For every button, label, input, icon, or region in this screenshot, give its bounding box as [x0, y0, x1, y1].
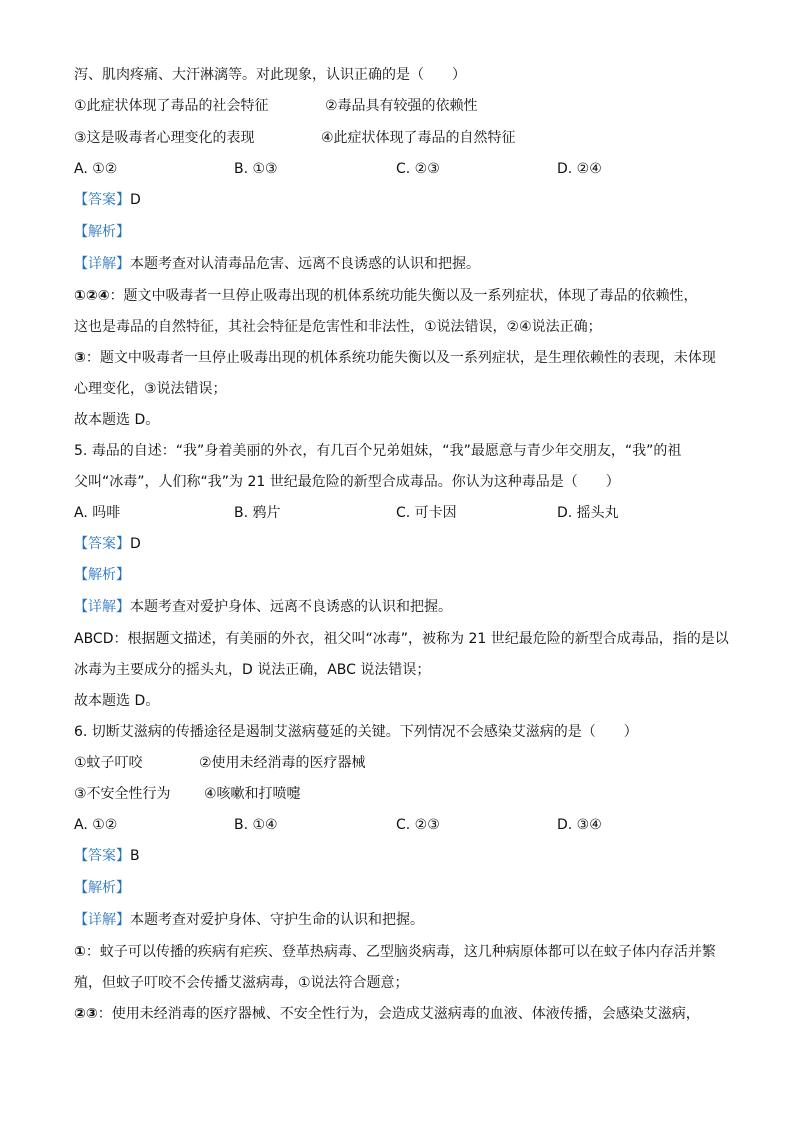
answer-value: B [130, 848, 140, 864]
question-4-statements-row-1 [74, 96, 269, 116]
statement-3: ③不安全性行为 [74, 786, 171, 802]
question-4-stem-tail: 泻、肌肉疼痛、大汗淋漓等。对此现象，认识正确的是（ ） [74, 67, 466, 83]
analysis-tag: 【解析】 [74, 567, 130, 583]
answer-line [74, 846, 140, 866]
option-b: B. ①④ [234, 817, 278, 833]
explanation-line: 心理变化，③说法错误； [74, 381, 227, 397]
answer-tag: 【答案】 [74, 536, 130, 552]
answer-line [74, 190, 141, 210]
option-c: C. ②③ [396, 817, 440, 833]
statement-3: ③这是吸毒者心理变化的表现 [74, 130, 255, 146]
answer-value: D [130, 536, 141, 552]
conclusion-line: 故本题选 D。 [74, 693, 160, 709]
option-d: D. 摇头丸 [557, 505, 619, 521]
detail-line: 【详解】本题考查对爱护身体、远离不良诱惑的认识和把握。 [74, 599, 452, 615]
answer-tag: 【答案】 [74, 192, 130, 208]
statement-2: ②毒品具有较强的依赖性 [325, 98, 478, 114]
explanation-line: ①②④：题文中吸毒者一旦停止吸毒出现的机体系统功能失衡以及一系列症状，体现了毒品的依赖性， [74, 288, 698, 304]
option-a: A. ①② [74, 161, 118, 177]
detail-tag: 【详解】 [74, 599, 130, 615]
conclusion-line: 故本题选 D。 [74, 412, 160, 428]
detail-tag: 【详解】 [74, 912, 130, 928]
detail-tag: 【详解】 [74, 256, 130, 272]
explanation-line: ①：蚊子可以传播的疾病有疟疾、登革热病毒、乙型脑炎病毒，这几种病原体都可以在蚊子体内存活并繁 [74, 944, 716, 960]
statement-1: ①蚊子叮咬 [74, 755, 143, 771]
detail-line: 【详解】本题考查对认清毒品危害、远离不良诱惑的认识和把握。 [74, 256, 480, 272]
explanation-line: ③：题文中吸毒者一旦停止吸毒出现的机体系统功能失衡以及一系列症状，是生理依赖性的表现，未体现 [74, 350, 716, 366]
option-c: C. ②③ [396, 161, 440, 177]
answer-tag: 【答案】 [74, 848, 130, 864]
question-5-stem: 5. 毒品的自述：“我”身着美丽的外衣，有几百个兄弟姐妹，“我”最愿意与青少年交朋友，“我”的祖 [74, 443, 682, 459]
option-d: D. ②④ [557, 161, 602, 177]
question-6-stem: 6. 切断艾滋病的传播途径是遏制艾滋病蔓延的关键。下列情况不会感染艾滋病的是（ ） [74, 724, 638, 740]
explanation-line: 殖，但蚊子叮咬不会传播艾滋病毒，①说法符合题意； [74, 975, 409, 991]
explanation-line: 冰毒为主要成分的摇头丸，D 说法正确，ABC 说法错误； [74, 662, 431, 678]
statement-1: ①此症状体现了毒品的社会特征 [74, 98, 269, 114]
answer-value: D [130, 192, 141, 208]
option-a: A. ①② [74, 817, 118, 833]
option-b: B. ①③ [234, 161, 278, 177]
option-a: A. 吗啡 [74, 505, 121, 521]
option-c: C. 可卡因 [396, 505, 457, 521]
explanation-line: ②③：使用未经消毒的医疗器械、不安全性行为，会造成艾滋病毒的血液、体液传播，会感染艾滋病， [74, 1006, 700, 1022]
analysis-tag: 【解析】 [74, 880, 130, 896]
option-b: B. 鸦片 [234, 505, 281, 521]
option-d: D. ③④ [557, 817, 602, 833]
explanation-line: ABCD：根据题文描述，有美丽的外衣，祖父叫“冰毒”，被称为 21 世纪最危险的新型合成毒品，指的是以 [74, 631, 729, 647]
explanation-line: 这也是毒品的自然特征，其社会特征是危害性和非法性，①说法错误，②④说法正确； [74, 319, 602, 335]
statement-4: ④此症状体现了毒品的自然特征 [321, 130, 516, 146]
question-5-stem: 父叫“冰毒”，人们称“我”为 21 世纪最危险的新型合成毒品。你认为这种毒品是（ ） [74, 474, 620, 490]
statement-2: ②使用未经消毒的医疗器械 [199, 755, 366, 771]
answer-line [74, 534, 141, 554]
statement-4: ④咳嗽和打喷嚏 [204, 786, 301, 802]
analysis-tag: 【解析】 [74, 224, 130, 240]
detail-line: 【详解】本题考查对爱护身体、守护生命的认识和把握。 [74, 912, 424, 928]
